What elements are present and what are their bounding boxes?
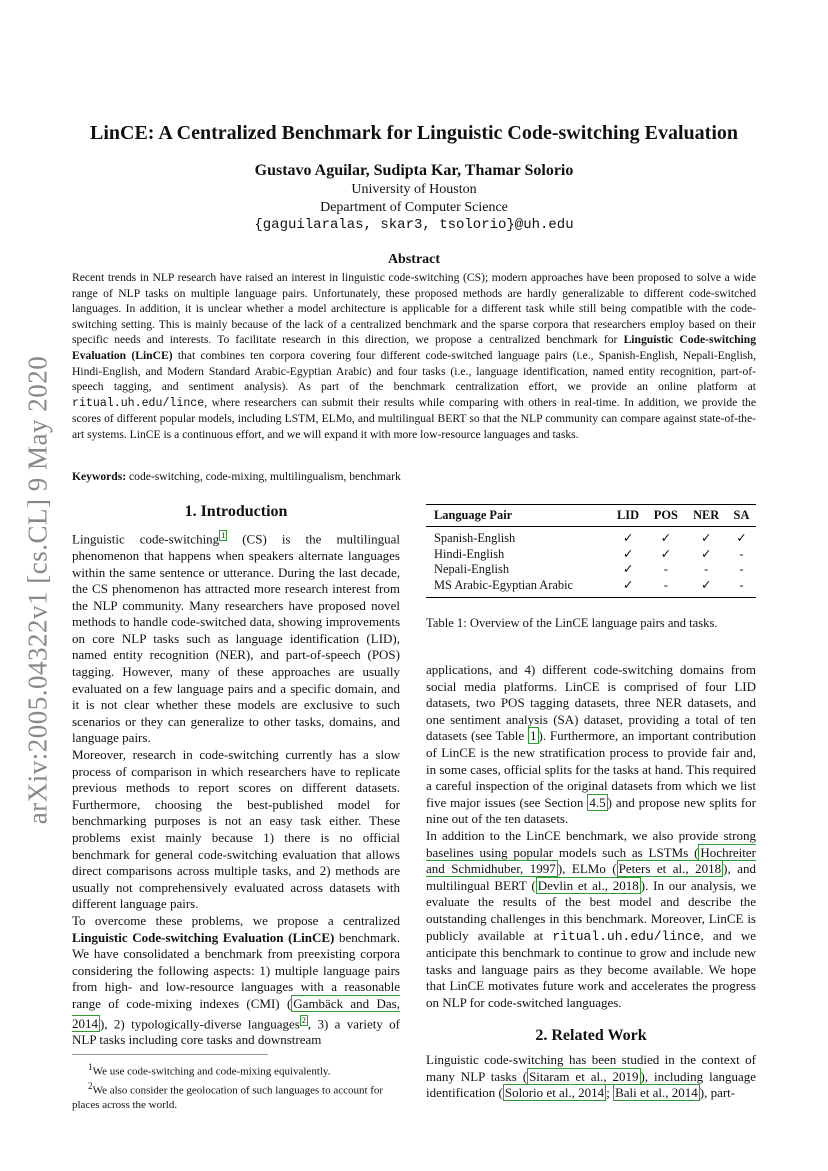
right-column [426,662,756,1011]
table-cell: ✓ [622,531,634,545]
text: ), ELMo ( [557,861,617,877]
paragraph [426,828,756,1012]
citation-link[interactable]: Solorio et al., 2014 [504,1085,605,1101]
table-cell: - [727,578,756,598]
citation-link[interactable]: Devlin et al., 2018 [537,877,639,893]
paragraph: Moreover, research in code-switching currently has a slow process of comparison in which researchers have to replicate previous methods to report scores on different datasets. Furthermore, choosing the best-published model for benchmarking purposes is not an easy task either. These problems exist mainly because 1) there is no official benchmark for general code-switching evaluation that allows direct comparisons across multiple tasks, and 2) methods are usually not comprehensively evaluated across datasets with different language pairs. [72,747,400,912]
citation-link[interactable]: Gambäck and Das, 2014 [72,995,400,1031]
platform-url[interactable]: ritual.uh.edu/lince [552,928,701,944]
paper-title: LinCE: A Centralized Benchmark for Linguistic Code-switching Evaluation [89,122,738,144]
paragraph [426,662,756,828]
table-cell: ✓ [700,531,712,545]
text: ), 2) typologically-diverse languages [100,1015,300,1031]
text: , and we anticipate this benchmark to continue to grow and include new tasks and language pairs as they become available. We hope that LinCE motivates future work and accelerates the progress on NLP for code-switched languages. [426,927,756,1010]
text: ), and multilingual BERT ( [426,861,756,893]
text: ), part- [699,1085,736,1101]
table-row [426,547,756,563]
keywords-text: code-switching, code-mixing, multilingualism, benchmark [126,470,401,483]
table-cell: Hindi-English [434,546,505,561]
text: ). In our analysis, we evaluate the results of the best model and describe the outstanding challenges in this benchmark. Moreover, LinCE is publicly available at [426,877,757,943]
abstract-text: , where researchers can submit their results while comparing with others in real-time. In addition, we provide the scores of different popular models, including LSTM, ELMo, and multilingual BERT so that the NLP community can compare against state-of-the-art systems. LinCE is a continuous effort, and we will expand it with more low-resource languages and tasks. [72,395,756,441]
paper-authors: Gustavo Aguilar, Sudipta Kar, Thamar Solorio [254,162,574,179]
text: ; [606,1085,614,1101]
footnote-text: We use code-switching and code-mixing equivalently. [92,1065,331,1078]
table-cell: ✓ [736,531,747,545]
paragraph [72,913,400,1049]
text: Linguistic code-switching has been studied in the context of many NLP tasks ( [426,1052,756,1084]
table-cell: Nepali-English [434,562,510,576]
table-header-row [426,505,756,527]
table-language-pairs [426,504,756,598]
benchmark-name: Linguistic Code-switching Evaluation (LinCE) [72,333,757,362]
table-row [426,578,756,598]
table-cell: - [704,562,709,576]
affiliation-department: Department of Computer Science [320,200,508,215]
keywords-label: Keywords: [72,470,127,483]
author-emails: {gaguilaralas, skar3, tsolorio}@uh.edu [254,217,574,233]
paragraph [426,1052,756,1102]
arxiv-id: arXiv:2005.04322v1 [cs.CL] 9 May 2020 [22,355,53,825]
footnote-1 [72,1060,400,1079]
citation-link[interactable]: Bali et al., 2014 [615,1085,698,1101]
table-cell: - [739,546,744,561]
related-work-text [426,1052,756,1102]
platform-url[interactable]: ritual.uh.edu/lince [72,396,205,410]
abstract-body [72,270,756,443]
footnote-rule [72,1054,268,1055]
table-caption: Table 1: Overview of the LinCE language pairs and tasks. [426,616,718,630]
table-cell: - [646,578,685,598]
text: In addition to the LinCE benchmark, we also provide strong baselines using popular models such as LSTMs ( [426,827,756,860]
text: ) and propose new splits for nine out of the ten datasets. [426,794,757,827]
table-row [426,527,756,547]
footnote-mark: 2 [88,1081,93,1092]
paragraph [72,528,400,747]
table-cell: MS Arabic-Egyptian Arabic [426,578,610,598]
text: ). Furthermore, an important contribution of LinCE is the new stratification process to provide fair and, in some cases, official splits for the tasks at hand. This required a careful inspection of the original datasets from which we list five major issues (see Section [426,728,756,810]
table-row [426,562,756,578]
text: , 3) a variety of NLP tasks including core tasks and downstream [72,1015,400,1048]
table-header: NER [685,505,727,527]
abstract-heading: Abstract [387,252,441,267]
text: Linguistic code-switching [72,531,220,547]
table-cell: ✓ [622,546,634,561]
citation-link[interactable]: Sitaram et al., 2019 [529,1068,639,1084]
table-cell: ✓ [685,578,727,598]
table-header: POS [646,505,685,527]
footnote-2 [72,1079,400,1113]
keywords [72,470,756,483]
table-cell: ✓ [700,546,712,561]
footnote-link[interactable]: 1 [221,531,226,540]
section-heading-introduction: 1. Introduction [184,503,288,520]
table-header: Language Pair [426,505,610,527]
affiliation-university: University of Houston [351,182,477,197]
table-cell: Spanish-English [434,531,516,545]
table-header: LID [610,505,647,527]
table-cell: ✓ [660,531,672,545]
table-header: SA [727,505,756,527]
table-ref-link[interactable]: 1 [530,728,537,744]
table-cell: - [663,562,668,576]
footnotes [72,1060,400,1113]
table-cell: ✓ [660,546,672,561]
arxiv-sidebar-stamp [18,355,58,825]
table-cell: ✓ [622,562,634,576]
text: applications, and 4) different code-switching domains from social media platforms. LinCE is comprised of four LID datasets, two POS tagging datasets, three NER datasets, and one sentiment analysis (SA) dataset, providing a total of ten datasets (see Table [426,662,756,744]
abstract-text: Recent trends in NLP research have raised an interest in linguistic code-switching (CS); modern approaches have been proposed to solve a wide range of NLP tasks on multiple language pairs. Unfortunately, these proposed methods are hardly generalizable to different code-switched languages. In addition, it is unclear whether a model architecture is applicable for a different task while still being compatible with the code-switching setting. This is mainly because of the lack of a centralized benchmark and the sparse corpora that researchers employ based on their specific needs and interests. To facilitate research in this direction, we propose a centralized benchmark for [72,271,756,347]
left-column [72,528,400,1049]
footnote-mark: 1 [88,1062,93,1072]
section-ref-link[interactable]: 4.5 [589,794,606,810]
text: benchmark. We have consolidated a benchmark from preexisting corpora considering the following aspects: 1) multiple language pairs from high- and low-resource languages with a reasonable range of code-mixing indexes (CMI) ( [72,929,400,1011]
citation-link[interactable]: Hochreiter and Schmidhuber, 1997 [426,844,756,877]
abstract-text: that combines ten corpora covering four different code-switched language pairs (i.e., Spanish-English, Nepali-English, Hindi-English, and Modern Standard Arabic-Egyptian Arabic) and four tasks (i.e., language identification, named entity recognition, part-of-speech tagging, and sentiment analysis). As part of the benchmark centralization effort, we provide an online platform at [72,348,756,394]
benchmark-name: Linguistic Code-switching Evaluation (LinCE) [72,929,335,945]
footnote-link[interactable]: 2 [301,1015,306,1025]
text: (CS) is the multilingual phenomenon that happens when speakers alternate languages within the same sentence or utterance. During the last decade, the CS phenomenon has attracted more research interest from the NLP community. Many researchers have proposed novel methods to handle code-switched data, showing improvements on core NLP tasks such as language identification (LID), named entity recognition (NER), and part-of-speech (POS) tagging. However, many of these approaches are usually evaluated on a few language pairs and a specific domain, and it is not clear whether these models are exclusive to such scenarios or they can generalize to other tasks, domains, and language pairs. [72,531,401,746]
citation-link[interactable]: Peters et al., 2018 [618,861,722,877]
text: To overcome these problems, we propose a centralized [72,912,400,928]
section-heading-related-work: 2. Related Work [535,1027,647,1044]
footnote-text: We also consider the geolocation of such languages to account for places across the world. [72,1084,384,1112]
table-cell: ✓ [610,578,647,598]
table-cell: - [739,562,744,576]
text: ), including language identification ( [426,1068,757,1101]
